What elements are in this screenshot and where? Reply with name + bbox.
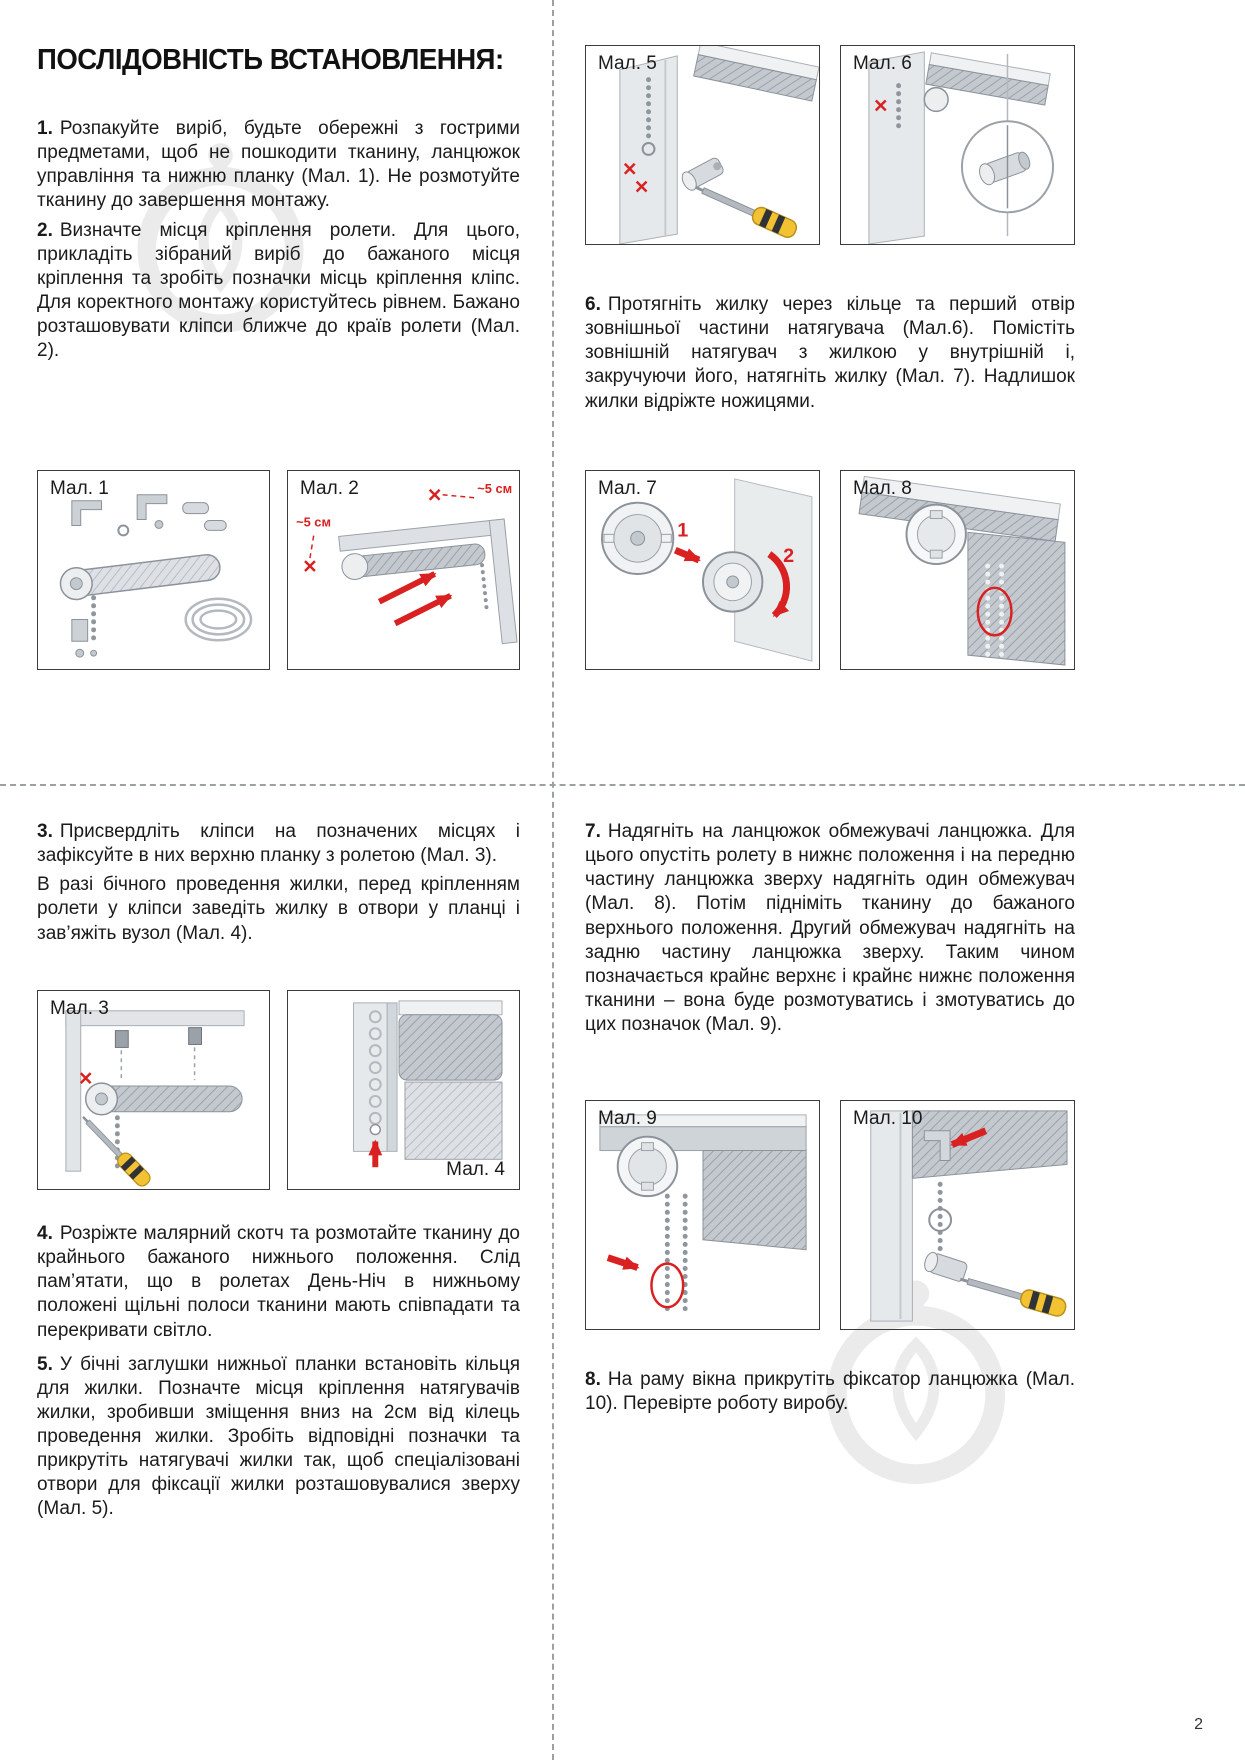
bracket-icon: [72, 501, 102, 526]
cassette-icon: [694, 46, 819, 101]
fabric-roll-icon: [399, 1015, 502, 1080]
figure-6-label: Мал. 6: [853, 53, 912, 74]
screwdriver-icon: [958, 1271, 1068, 1318]
figure-1-label: Мал. 1: [50, 478, 109, 499]
clip-icon: [115, 1031, 128, 1048]
step-2-number: 2.: [37, 219, 53, 241]
screwdriver-icon: [692, 179, 799, 240]
cord-coil-icon: [186, 599, 251, 641]
figure-10-illustration: [841, 1101, 1074, 1329]
x-mark-icon: [430, 490, 440, 500]
figure-2-label: Мал. 2: [300, 478, 359, 499]
step-4-number: 4.: [37, 1223, 53, 1244]
figure-8-label: Мал. 8: [853, 478, 912, 499]
step-1-number: 1.: [37, 118, 53, 139]
fig7-step-2: 2: [783, 545, 795, 568]
step-7-text: Надягніть на ланцюжок обмежувачі ланцюжка. Для цього опустіть ролету в нижнє положення і на передню частину ланцюжка зверху надягніть один обмежувач (Мал. 8). Потім підніміть тканину до бажаного верхнього положення. Другий обмежувач надягніть на задню частину ланцюжка зверху. Таким чином позначається крайнє верхнє і крайнє нижнє положення тканини – вона буде розмотуватись і змотуватись до цих позначок (Мал. 9).: [585, 821, 1075, 1035]
clip-icon: [189, 1028, 202, 1045]
step-5-number: 5.: [37, 1353, 53, 1375]
frame-icon: [620, 56, 677, 244]
step-4-paragraph: [37, 1222, 520, 1343]
step-3-number: 3.: [37, 821, 53, 842]
figure-7-illustration: [586, 471, 819, 669]
figure-row-1-2: [37, 470, 520, 670]
figure-row-7-8: [585, 470, 1075, 670]
figure-7: [585, 470, 820, 670]
step-8-number: 8.: [585, 1369, 601, 1390]
step-6-number: 6.: [585, 294, 601, 315]
step-8-section: [585, 1368, 1075, 1421]
figure-5-illustration: [586, 46, 819, 244]
figure-4: [287, 990, 520, 1190]
step-3b-text: В разі бічного проведення жилки, перед кріпленням ролети у кліпси заведіть жилку в отвори у планці і зав’яжіть вузол (Мал. 4).: [37, 874, 520, 944]
figure-9-illustration: [586, 1101, 819, 1329]
figure-2-illustration: [288, 471, 519, 669]
step-1-text: Розпакуйте виріб, будьте обережні з гострими предметами, щоб не пошкодити тканину, ланцюжок управління та нижню планку (Мал. 1). Не розмотуйте тканину до завершення монтажу.: [37, 118, 520, 212]
red-arrow-icon: [608, 1258, 638, 1268]
x-mark-icon: [305, 561, 315, 571]
bracket-icon: [137, 495, 167, 520]
end-cap-icon: [907, 505, 966, 564]
figure-6-illustration: [841, 46, 1074, 244]
frame-icon: [871, 1111, 913, 1321]
step-7-number: 7.: [585, 821, 601, 842]
figure-10: [840, 1100, 1075, 1330]
intro-section: [37, 44, 520, 368]
page-title: ПОСЛІДОВНІСТЬ ВСТАНОВЛЕННЯ:: [37, 44, 504, 76]
figure-1: [37, 470, 270, 670]
figure-9-label: Мал. 9: [598, 1108, 657, 1129]
figure-4-label: Мал. 4: [446, 1159, 505, 1180]
window-frame-icon: [339, 519, 517, 659]
step-6-section: [585, 293, 1075, 419]
fabric-icon: [912, 1111, 1067, 1178]
step-2-text: Визначте місця кріплення ролети. Для цього, прикладіть зібраний виріб до бажаного місця кріплення та зробіть позначки місць кріплення кліпс. Для коректного монтажу користуйтесь рівнем. Бажано розташовувати кліпси ближче до країв ролети (Мал. 2).: [37, 219, 520, 362]
figure-row-5-6: [585, 45, 1075, 245]
step-5-paragraph: [37, 1353, 520, 1522]
step-3-section: [37, 820, 520, 951]
x-mark-icon: [81, 1073, 91, 1083]
figure-row-3-4: [37, 990, 520, 1190]
step-6-paragraph: [585, 293, 1075, 414]
figure-5: [585, 45, 820, 245]
chain-fixator-icon: [922, 1251, 968, 1283]
step-2-paragraph: [37, 219, 520, 364]
step-5-text: У бічні заглушки нижньої планки встановіть кільця для жилки. Позначте місця кріплення натягувачів жилки, зробивши зміщення вниз на 2см від кілець проведення жилки. Зробіть відповідні позначки та прикрутіть натягувачі жилки так, щоб спеціалізовані отвори для фіксації жилки розташовувалися зверху (Мал. 5).: [37, 1353, 520, 1520]
step-8-text: На раму вікна прикрутіть фіксатор ланцюжка (Мал. 10). Перевірте роботу виробу.: [585, 1369, 1075, 1415]
screwdriver-icon: [78, 1112, 153, 1189]
page-number: 2: [1194, 1716, 1203, 1733]
fig2-annotation-left: ~5 см: [296, 514, 331, 530]
red-arrow-icon: [395, 596, 450, 624]
step-7-section: [585, 820, 1075, 1042]
fabric-icon: [405, 1082, 502, 1159]
row-divider: [0, 784, 1245, 786]
red-arrow-icon: [379, 574, 434, 602]
fabric-icon: [968, 532, 1065, 665]
step-6-text: Протягніть жилку через кільце та перший отвір зовнішньої частини натягувача (Мал.6). Помістіть зовнішній натягувач з жилкою у внутрішній і, закручуючи його, натягніть жилку (Мал. 7). Надлишок жилки відріжте ножицями.: [585, 294, 1075, 412]
frame-icon: [869, 52, 924, 244]
figure-2: [287, 470, 520, 670]
column-divider: [552, 0, 554, 1760]
step-7-paragraph: [585, 820, 1075, 1037]
figure-5-label: Мал. 5: [598, 53, 657, 74]
fig2-annotation-top: ~5 см: [477, 480, 513, 496]
step-4-text: Розріжте малярний скотч та розмотайте тканину до крайнього бажаного нижнього положення. Слід пам’ятати, що в ролетах День-Ніч в нижньому положені щільні полоси тканини мають співпадати та перекривати світло.: [37, 1223, 520, 1341]
figure-3-label: Мал. 3: [50, 998, 109, 1019]
figure-1-illustration: [38, 471, 269, 669]
end-cap-icon: [618, 1137, 677, 1196]
figure-row-9-10: [585, 1100, 1075, 1330]
fabric-icon: [703, 1151, 806, 1250]
step-1-paragraph: [37, 117, 520, 214]
steps-4-5-section: [37, 1222, 520, 1527]
figure-8: [840, 470, 1075, 670]
inner-tensioner-icon: [703, 552, 762, 611]
figure-3-illustration: [38, 991, 269, 1189]
step-3-text: Присвердліть кліпси на позначених місцях і зафіксуйте в них верхню планку з ролетою (Мал. 3).: [37, 821, 520, 867]
outer-tensioner-icon: [602, 503, 673, 574]
step-3b-paragraph: [37, 873, 520, 945]
step-8-paragraph: [585, 1368, 1075, 1416]
roller-tube-icon: [59, 550, 222, 601]
figure-8-illustration: [841, 471, 1074, 669]
figure-10-label: Мал. 10: [853, 1108, 923, 1129]
tensioner-icon: [679, 156, 725, 193]
step-3-paragraph: [37, 820, 520, 868]
red-arrow-icon: [675, 550, 699, 560]
fig7-step-1: 1: [677, 519, 689, 542]
figure-3: [37, 990, 270, 1190]
figure-6: [840, 45, 1075, 245]
ring-icon: [929, 1209, 951, 1231]
figure-7-label: Мал. 7: [598, 478, 657, 499]
figure-9: [585, 1100, 820, 1330]
